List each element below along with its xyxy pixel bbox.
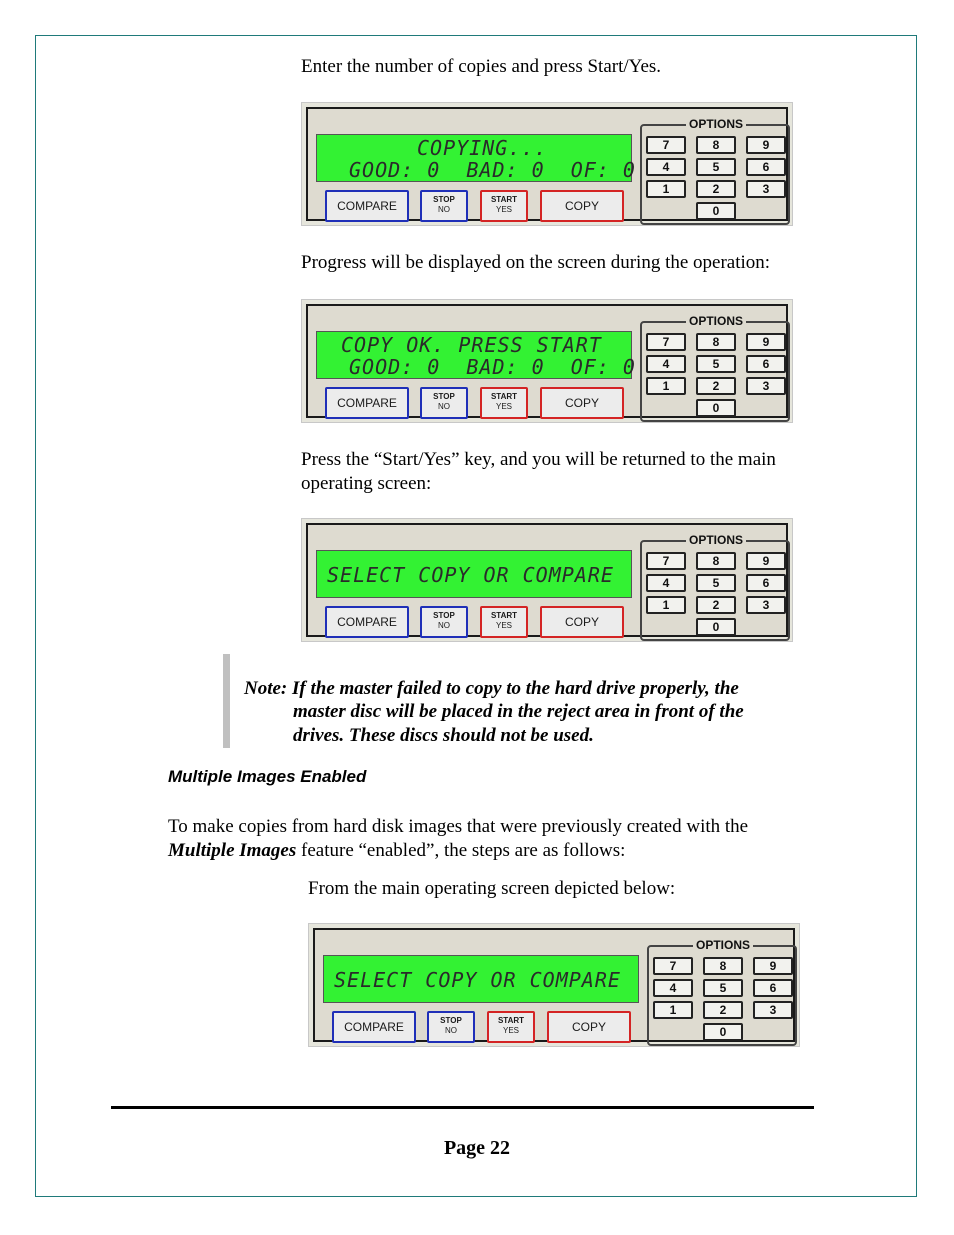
options-label: OPTIONS bbox=[686, 532, 746, 548]
key-1[interactable]: 1 bbox=[653, 1001, 693, 1019]
key-8[interactable]: 8 bbox=[703, 957, 743, 975]
start-yes-button[interactable] bbox=[480, 387, 528, 419]
key-6[interactable]: 6 bbox=[746, 574, 786, 592]
lcd-line-1: SELECT COPY OR COMPARE bbox=[334, 968, 621, 992]
no-label: NO bbox=[438, 205, 450, 214]
options-keypad bbox=[640, 533, 790, 641]
lcd-line-1: COPYING... bbox=[417, 136, 548, 160]
no-label: NO bbox=[438, 402, 450, 411]
panel-frame bbox=[306, 304, 788, 418]
key-2[interactable]: 2 bbox=[703, 1001, 743, 1019]
start-label: START bbox=[490, 611, 518, 620]
lcd-line-2: GOOD: 0 BAD: 0 OF: 0 bbox=[349, 355, 636, 379]
key-7[interactable]: 7 bbox=[646, 552, 686, 570]
stop-no-button[interactable] bbox=[427, 1011, 475, 1043]
key-1[interactable]: 1 bbox=[646, 377, 686, 395]
compare-button[interactable]: COMPARE bbox=[325, 387, 409, 419]
multiple-images-term: Multiple Images bbox=[168, 840, 297, 861]
key-9[interactable]: 9 bbox=[753, 957, 793, 975]
paragraph-multiple-images bbox=[168, 815, 748, 863]
compare-button[interactable]: COMPARE bbox=[332, 1011, 416, 1043]
lcd-display bbox=[316, 331, 636, 379]
control-panel-select-2 bbox=[308, 923, 800, 1047]
key-6[interactable]: 6 bbox=[753, 979, 793, 997]
key-8[interactable]: 8 bbox=[696, 136, 736, 154]
copy-button[interactable]: COPY bbox=[540, 606, 624, 638]
key-3[interactable]: 3 bbox=[753, 1001, 793, 1019]
options-label: OPTIONS bbox=[686, 313, 746, 329]
key-7[interactable]: 7 bbox=[653, 957, 693, 975]
key-8[interactable]: 8 bbox=[696, 333, 736, 351]
stop-label: STOP bbox=[433, 392, 455, 401]
key-1[interactable]: 1 bbox=[646, 596, 686, 614]
no-label: NO bbox=[445, 1026, 457, 1035]
start-label: START bbox=[490, 195, 518, 204]
options-label: OPTIONS bbox=[693, 937, 753, 953]
copy-button[interactable]: COPY bbox=[540, 387, 624, 419]
stop-label: STOP bbox=[440, 1016, 462, 1025]
compare-button[interactable]: COMPARE bbox=[325, 190, 409, 222]
key-5[interactable]: 5 bbox=[696, 355, 736, 373]
lcd-line-1: SELECT COPY OR COMPARE bbox=[327, 563, 614, 587]
instruction-progress: Progress will be displayed on the screen during the operation: bbox=[301, 252, 771, 273]
lcd-line-2: GOOD: 0 BAD: 0 OF: 0 bbox=[349, 158, 636, 182]
control-panel-copy-ok bbox=[301, 299, 793, 423]
key-4[interactable]: 4 bbox=[646, 158, 686, 176]
start-yes-button[interactable] bbox=[480, 606, 528, 638]
control-panel-copying bbox=[301, 102, 793, 226]
footer-rule bbox=[111, 1106, 814, 1109]
stop-no-button[interactable] bbox=[420, 190, 468, 222]
key-4[interactable]: 4 bbox=[653, 979, 693, 997]
instruction-press-start-line-1: Press the “Start/Yes” key, and you will be returned to the main bbox=[301, 449, 776, 470]
key-9[interactable]: 9 bbox=[746, 136, 786, 154]
instruction-main-screen: From the main operating screen depicted below: bbox=[308, 878, 676, 899]
yes-label: YES bbox=[495, 205, 512, 214]
yes-label: YES bbox=[502, 1026, 519, 1035]
copy-button[interactable]: COPY bbox=[540, 190, 624, 222]
control-panel-select bbox=[301, 518, 793, 642]
instruction-press-start-line-2: operating screen: bbox=[301, 473, 432, 494]
key-0[interactable]: 0 bbox=[696, 202, 736, 220]
options-keypad bbox=[640, 117, 790, 225]
start-label: START bbox=[490, 392, 518, 401]
key-2[interactable]: 2 bbox=[696, 377, 736, 395]
note-sidebar bbox=[223, 654, 230, 748]
start-yes-button[interactable] bbox=[480, 190, 528, 222]
page-number: Page 22 bbox=[443, 1137, 511, 1159]
note-line-3: drives. These discs should not be used. bbox=[293, 725, 594, 746]
key-6[interactable]: 6 bbox=[746, 158, 786, 176]
lcd-display bbox=[316, 134, 636, 182]
panel-frame bbox=[306, 523, 788, 637]
key-2[interactable]: 2 bbox=[696, 180, 736, 198]
key-9[interactable]: 9 bbox=[746, 333, 786, 351]
key-4[interactable]: 4 bbox=[646, 574, 686, 592]
instruction-enter-copies: Enter the number of copies and press Start/Yes. bbox=[301, 56, 662, 77]
options-label: OPTIONS bbox=[686, 116, 746, 132]
options-keypad bbox=[647, 938, 797, 1046]
paragraph-multiple-images-rest: feature “enabled”, the steps are as follows: bbox=[296, 840, 626, 861]
lcd-display bbox=[323, 955, 639, 1003]
note-line-2: master disc will be placed in the reject area in front of the bbox=[293, 701, 744, 722]
stop-label: STOP bbox=[433, 611, 455, 620]
key-3[interactable]: 3 bbox=[746, 180, 786, 198]
key-7[interactable]: 7 bbox=[646, 333, 686, 351]
key-0[interactable]: 0 bbox=[703, 1023, 743, 1041]
key-8[interactable]: 8 bbox=[696, 552, 736, 570]
note-line-1: Note: If the master failed to copy to the hard drive properly, the bbox=[244, 678, 739, 699]
no-label: NO bbox=[438, 621, 450, 630]
key-4[interactable]: 4 bbox=[646, 355, 686, 373]
paragraph-multiple-images-line-1: To make copies from hard disk images that were previously created with the bbox=[168, 816, 749, 837]
stop-label: STOP bbox=[433, 195, 455, 204]
options-keypad bbox=[640, 314, 790, 422]
key-5[interactable]: 5 bbox=[696, 574, 736, 592]
yes-label: YES bbox=[495, 621, 512, 630]
lcd-display bbox=[316, 550, 632, 598]
key-3[interactable]: 3 bbox=[746, 377, 786, 395]
stop-no-button[interactable] bbox=[420, 387, 468, 419]
stop-no-button[interactable] bbox=[420, 606, 468, 638]
compare-button[interactable]: COMPARE bbox=[325, 606, 409, 638]
key-6[interactable]: 6 bbox=[746, 355, 786, 373]
start-yes-button[interactable] bbox=[487, 1011, 535, 1043]
key-5[interactable]: 5 bbox=[703, 979, 743, 997]
key-0[interactable]: 0 bbox=[696, 399, 736, 417]
start-label: START bbox=[497, 1016, 525, 1025]
key-1[interactable]: 1 bbox=[646, 180, 686, 198]
key-3[interactable]: 3 bbox=[746, 596, 786, 614]
instruction-press-start bbox=[301, 448, 776, 496]
key-2[interactable]: 2 bbox=[696, 596, 736, 614]
copy-button[interactable]: COPY bbox=[547, 1011, 631, 1043]
key-0[interactable]: 0 bbox=[696, 618, 736, 636]
yes-label: YES bbox=[495, 402, 512, 411]
key-7[interactable]: 7 bbox=[646, 136, 686, 154]
panel-frame bbox=[313, 928, 795, 1042]
lcd-line-1: COPY OK. PRESS START bbox=[341, 333, 602, 357]
panel-frame bbox=[306, 107, 788, 221]
key-5[interactable]: 5 bbox=[696, 158, 736, 176]
key-9[interactable]: 9 bbox=[746, 552, 786, 570]
section-heading: Multiple Images Enabled bbox=[168, 767, 367, 786]
